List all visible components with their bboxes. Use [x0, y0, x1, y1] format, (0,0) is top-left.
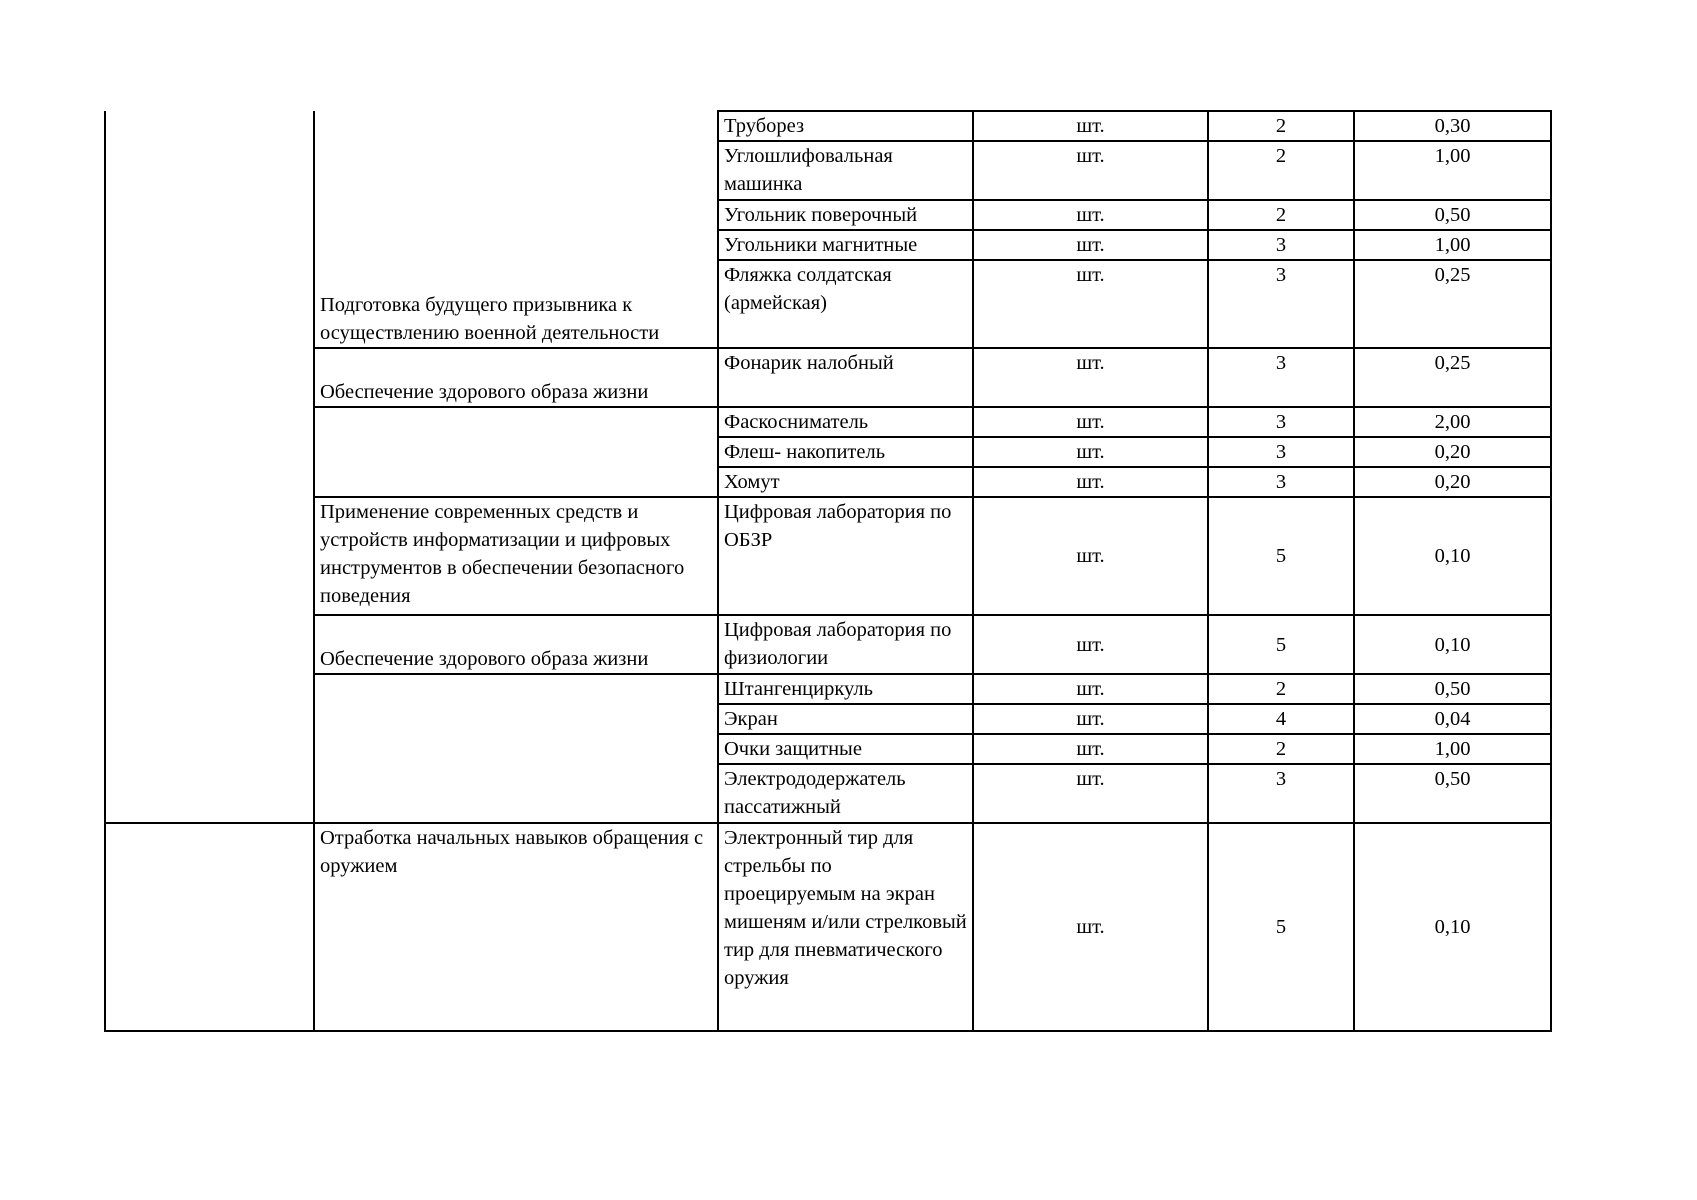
- unit-cell: шт.: [973, 497, 1208, 615]
- qty-cell: 2: [1208, 674, 1354, 704]
- qty-cell: 2: [1208, 200, 1354, 230]
- qty-cell: 5: [1208, 615, 1354, 674]
- qty-cell: 3: [1208, 764, 1354, 823]
- unit-cell: шт.: [973, 615, 1208, 674]
- unit-cell: шт.: [973, 348, 1208, 407]
- table-row: [105, 407, 1551, 437]
- item-cell: Угольник поверочный: [718, 200, 973, 230]
- unit-cell: шт.: [973, 111, 1208, 141]
- norm-cell: 1,00: [1354, 734, 1551, 764]
- unit-cell: шт.: [973, 141, 1208, 200]
- qty-cell: 5: [1208, 497, 1354, 615]
- norm-cell: 0,50: [1354, 764, 1551, 823]
- table-cell-blank: [105, 823, 314, 1031]
- section-cell: Применение современных средств и устройств информатизации и цифровых инструментов в обеспечении безопасного поведения: [314, 497, 718, 615]
- item-cell: Флеш- накопитель: [718, 437, 973, 467]
- unit-cell: шт.: [973, 823, 1208, 1031]
- item-cell: Электрододержатель пассатижный: [718, 764, 973, 823]
- qty-cell: 2: [1208, 111, 1354, 141]
- item-cell: Экран: [718, 704, 973, 734]
- norm-cell: 0,10: [1354, 615, 1551, 674]
- table-row: [105, 111, 1551, 141]
- section-cell: Отработка начальных навыков обращения с оружием: [314, 823, 718, 1031]
- table-row: [105, 497, 1551, 615]
- unit-cell: шт.: [973, 734, 1208, 764]
- norm-cell: 0,25: [1354, 260, 1551, 348]
- norm-cell: 0,25: [1354, 348, 1551, 407]
- item-cell: Угольники магнитные: [718, 230, 973, 260]
- unit-cell: шт.: [973, 230, 1208, 260]
- unit-cell: шт.: [973, 437, 1208, 467]
- item-cell: Электронный тир для стрельбы по проецируемым на экран мишеням и/или стрелковый тир для пневматического оружия: [718, 823, 973, 1031]
- qty-cell: 3: [1208, 260, 1354, 348]
- item-cell: Хомут: [718, 467, 973, 497]
- item-cell: Фаскосниматель: [718, 407, 973, 437]
- table-cell-blank: [105, 111, 314, 823]
- section-cell: Обеспечение здорового образа жизни: [314, 615, 718, 674]
- qty-cell: 2: [1208, 141, 1354, 200]
- section-cell: Подготовка будущего призывника к осуществлению военной деятельности: [314, 111, 718, 348]
- unit-cell: шт.: [973, 260, 1208, 348]
- table-row: [105, 823, 1551, 1031]
- section-cell: Обеспечение здорового образа жизни: [314, 348, 718, 407]
- item-cell: Фляжка солдатская (армейская): [718, 260, 973, 348]
- qty-cell: 3: [1208, 348, 1354, 407]
- qty-cell: 2: [1208, 734, 1354, 764]
- unit-cell: шт.: [973, 467, 1208, 497]
- unit-cell: шт.: [973, 704, 1208, 734]
- table-row: [105, 674, 1551, 704]
- qty-cell: 5: [1208, 823, 1354, 1031]
- norm-cell: 0,30: [1354, 111, 1551, 141]
- table-row: [105, 348, 1551, 407]
- qty-cell: 3: [1208, 230, 1354, 260]
- equipment-table: [104, 110, 1552, 1032]
- norm-cell: 0,04: [1354, 704, 1551, 734]
- norm-cell: 0,10: [1354, 497, 1551, 615]
- item-cell: Углошлифовальная машинка: [718, 141, 973, 200]
- item-cell: Труборез: [718, 111, 973, 141]
- norm-cell: 1,00: [1354, 141, 1551, 200]
- item-cell: Штангенциркуль: [718, 674, 973, 704]
- norm-cell: 1,00: [1354, 230, 1551, 260]
- unit-cell: шт.: [973, 407, 1208, 437]
- section-cell: [314, 674, 718, 823]
- norm-cell: 0,20: [1354, 467, 1551, 497]
- item-cell: Цифровая лаборатория по ОБЗР: [718, 497, 973, 615]
- qty-cell: 3: [1208, 467, 1354, 497]
- unit-cell: шт.: [973, 764, 1208, 823]
- section-cell: [314, 407, 718, 497]
- item-cell: Цифровая лаборатория по физиологии: [718, 615, 973, 674]
- qty-cell: 4: [1208, 704, 1354, 734]
- qty-cell: 3: [1208, 437, 1354, 467]
- unit-cell: шт.: [973, 200, 1208, 230]
- qty-cell: 3: [1208, 407, 1354, 437]
- norm-cell: 0,10: [1354, 823, 1551, 1031]
- item-cell: Фонарик налобный: [718, 348, 973, 407]
- norm-cell: 0,20: [1354, 437, 1551, 467]
- norm-cell: 0,50: [1354, 200, 1551, 230]
- norm-cell: 0,50: [1354, 674, 1551, 704]
- norm-cell: 2,00: [1354, 407, 1551, 437]
- table-row: [105, 615, 1551, 674]
- unit-cell: шт.: [973, 674, 1208, 704]
- item-cell: Очки защитные: [718, 734, 973, 764]
